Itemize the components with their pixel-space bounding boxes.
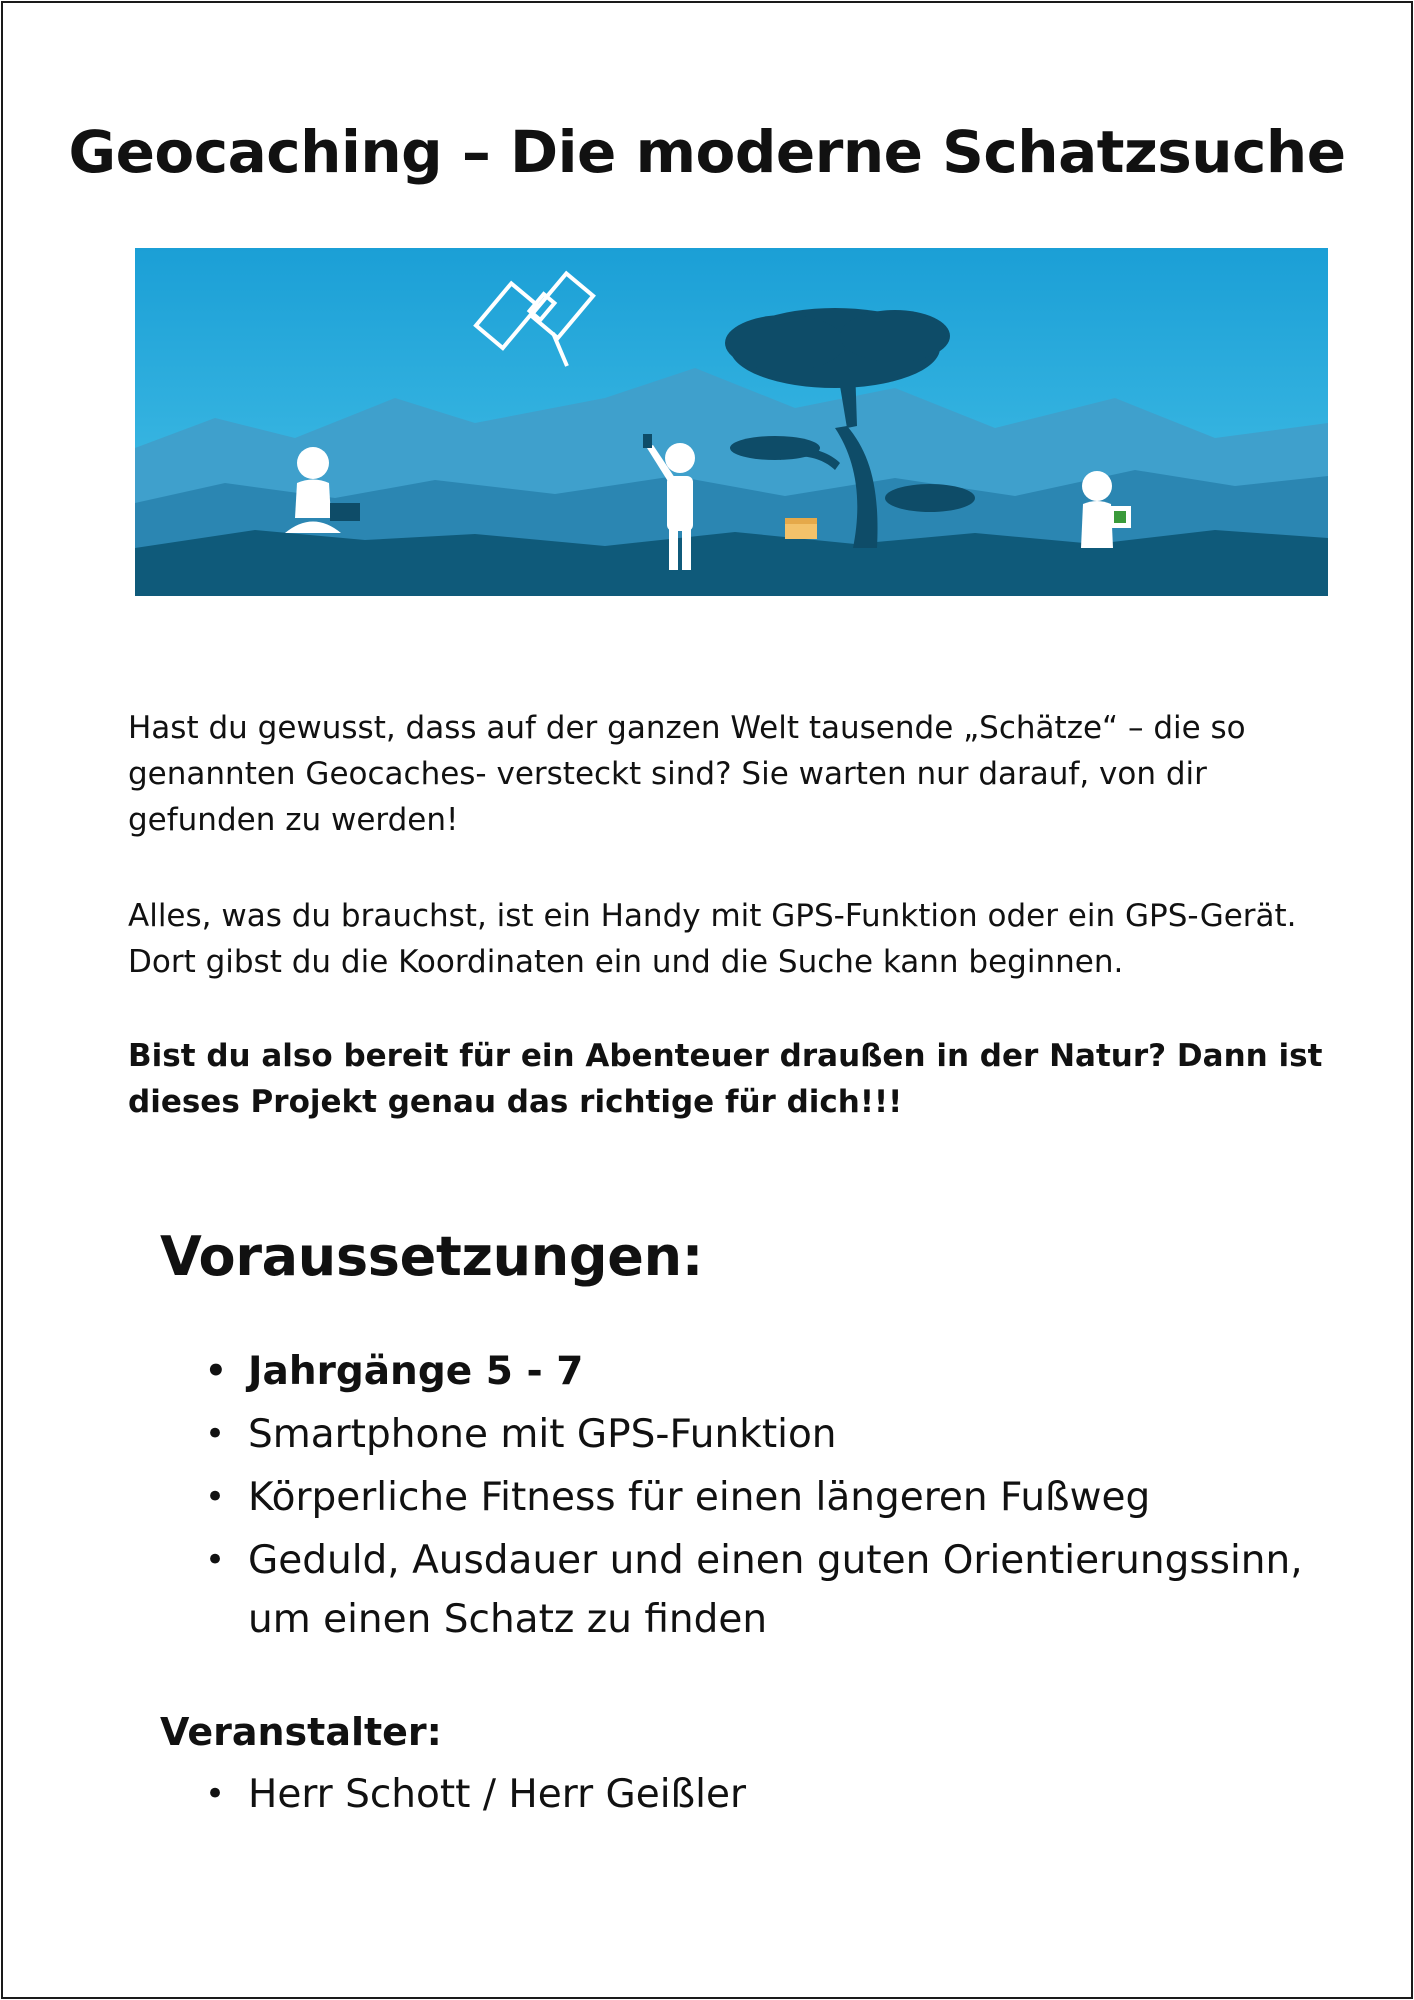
requirement-patience: Geduld, Ausdauer und einen guten Orientierungssinn, um einen Schatz zu finden (248, 1538, 1303, 1642)
intro-paragraph-1: Hast du gewusst, dass auf der ganzen Welt tausende „Schätze“ – die so genannten Geocaches- versteckt sind? Sie warten nur darauf, von dir gefunden zu werden! (128, 710, 1246, 838)
intro-paragraph-3: Bist du also bereit für ein Abenteuer draußen in der Natur? Dann ist dieses Projekt genau das richtige für dich!!! (128, 1038, 1323, 1120)
geocaching-banner-image (135, 248, 1328, 596)
bullet-icon: • (205, 1774, 226, 1814)
list-item (205, 1765, 746, 1824)
list-item (205, 1531, 1355, 1649)
intro-paragraph-2: Alles, was du brauchst, ist ein Handy mit GPS-Funktion oder ein GPS-Gerät. Dort gibst du die Koordinaten ein und die Suche kann beginnen. (128, 898, 1297, 980)
bullet-icon: • (205, 1414, 226, 1454)
requirements-heading: Voraussetzungen: (160, 1225, 704, 1288)
requirement-grades: Jahrgänge 5 - 7 (248, 1349, 584, 1394)
requirements-list (205, 1342, 1355, 1653)
organizer-list (205, 1765, 746, 1824)
bullet-icon: • (205, 1477, 226, 1517)
banner-ground (135, 530, 1328, 596)
requirement-fitness: Körperliche Fitness für einen längeren Fußweg (248, 1475, 1151, 1520)
list-item (205, 1468, 1355, 1527)
list-item (205, 1342, 1355, 1401)
list-item (205, 1405, 1355, 1464)
requirement-smartphone: Smartphone mit GPS-Funktion (248, 1412, 837, 1457)
bullet-icon: • (205, 1540, 226, 1580)
bullet-icon: • (205, 1351, 227, 1391)
organizer-heading: Veranstalter: (160, 1710, 442, 1754)
treasure-box-icon (785, 518, 817, 539)
page-title: Geocaching – Die moderne Schatzsuche (68, 118, 1346, 186)
organizer-names: Herr Schott / Herr Geißler (248, 1772, 746, 1817)
